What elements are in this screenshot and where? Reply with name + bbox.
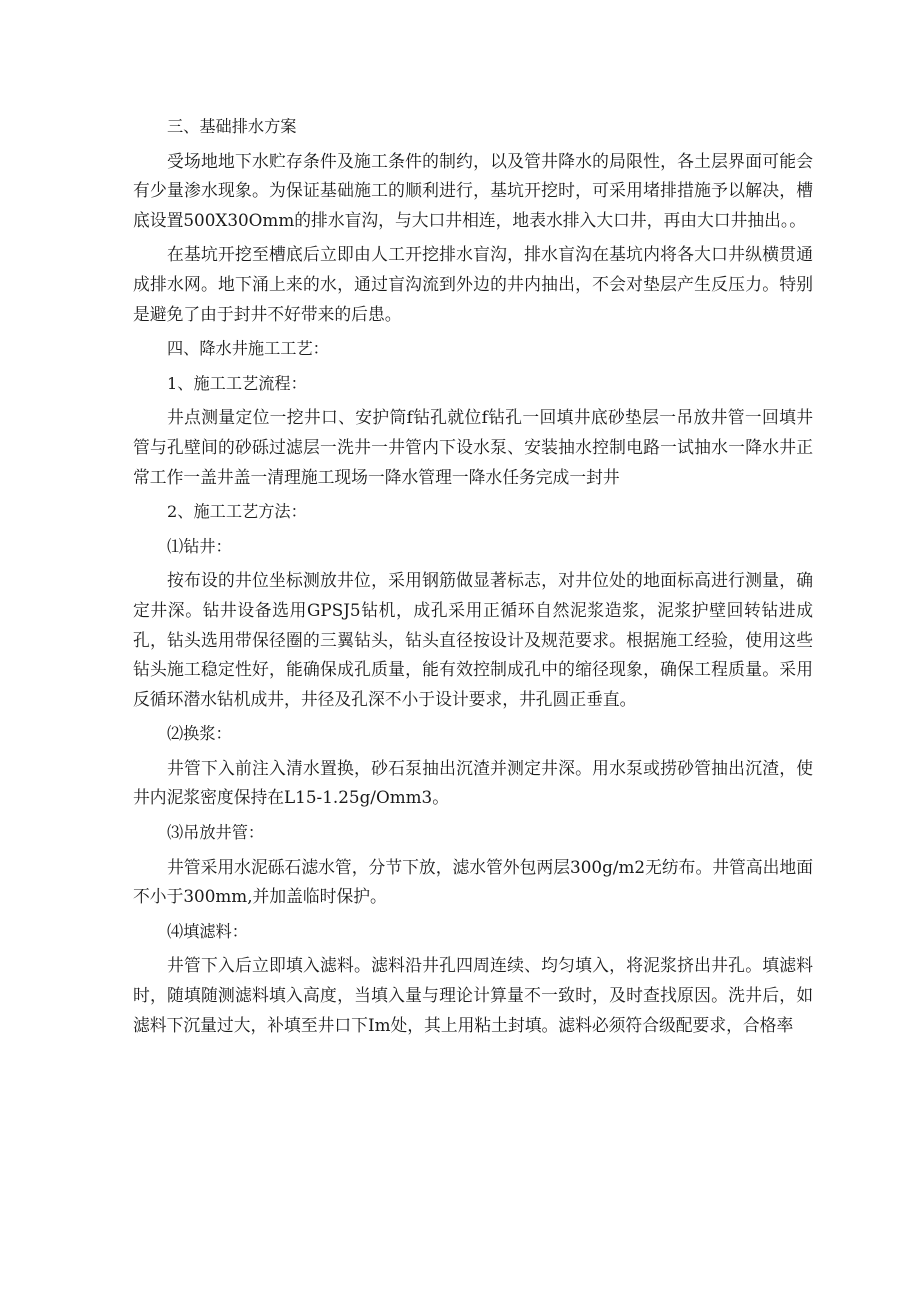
- slurry-change-paragraph: 井管下入前注入清水置换，砂石泵抽出沉渣并测定井深。用水泵或捞砂管抽出沉渣，使井内泥浆密度保持在L15-1.25g/Omm3。: [133, 757, 813, 808]
- section-3-paragraph-1: 受场地地下水贮存条件及施工条件的制约，以及管井降水的局限性，各土层界面可能会有少量渗水现象。为保证基础施工的顺利进行，基坑开挖时，可采用堵排措施予以解决，槽底设置500X30Omm的排水盲沟，与大口井相连，地表水排入大口井，再由大口井抽出。。: [133, 150, 813, 230]
- lower-well-pipe-paragraph: 井管采用水泥砾石滤水管，分节下放，滤水管外包两层300g∕m2无纺布。井管高出地面不小于300mm,并加盖临时保护。: [133, 856, 813, 907]
- fill-filter-material-paragraph: 井管下入后立即填入滤料。滤料沿井孔四周连续、均匀填入，将泥浆挤出井孔。填滤料时，随填随测滤料填入高度，当填入量与理论计算量不一致时，及时查找原因。洗井后，如滤料下沉量过大，补填至井口下Im处，其上用粘土封填。滤料必须符合级配要求，合格率: [133, 955, 813, 1035]
- lower-well-pipe-heading: ⑶吊放井管：: [167, 823, 265, 843]
- process-flow-paragraph: 井点测量定位一挖井口、安护筒f钻孔就位f钻孔一回填井底砂垫层一吊放井管一回填井管与孔壁间的砂砾过滤层一洗井一井管内下设水泵、安装抽水控制电路一试抽水一降水井正常工作一盖井盖一清理施工现场一降水管理一降水任务完成一封井: [133, 407, 813, 487]
- document-page: [133, 112, 813, 1045]
- slurry-change-heading: ⑵换浆：: [167, 724, 232, 744]
- process-flow-heading: 1、施工工艺流程：: [167, 373, 307, 393]
- drilling-paragraph: 按布设的井位坐标测放井位，采用钢筋做显著标志，对井位处的地面标高进行测量，确定井深。钻井设备选用GPSJ5钻机，成孔采用正循环自然泥浆造浆，泥浆护壁回转钻进成孔，钻头选用带保径圈的三翼钻头，钻头直径按设计及规范要求。根据施工经验，使用这些钻头施工稳定性好，能确保成孔质量，能有效控制成孔中的缩径现象，确保工程质量。采用反循环潜水钻机成井，井径及孔深不小于设计要求，井孔圆正垂直。: [133, 570, 813, 709]
- section-3-paragraph-2: 在基坑开挖至槽底后立即由人工开挖排水盲沟，排水盲沟在基坑内将各大口井纵横贯通成排水网。地下涌上来的水，通过盲沟流到外边的井内抽出，不会对垫层产生反压力。特别是避免了由于封井不好带来的后患。: [133, 244, 813, 324]
- drilling-heading: ⑴钻井：: [167, 536, 232, 556]
- section-4-heading: 四、降水井施工工艺：: [167, 339, 329, 359]
- fill-filter-material-heading: ⑷填滤料：: [167, 921, 248, 941]
- process-method-heading: 2、施工工艺方法：: [167, 502, 307, 522]
- section-3-heading: 三、基础排水方案: [167, 117, 297, 136]
